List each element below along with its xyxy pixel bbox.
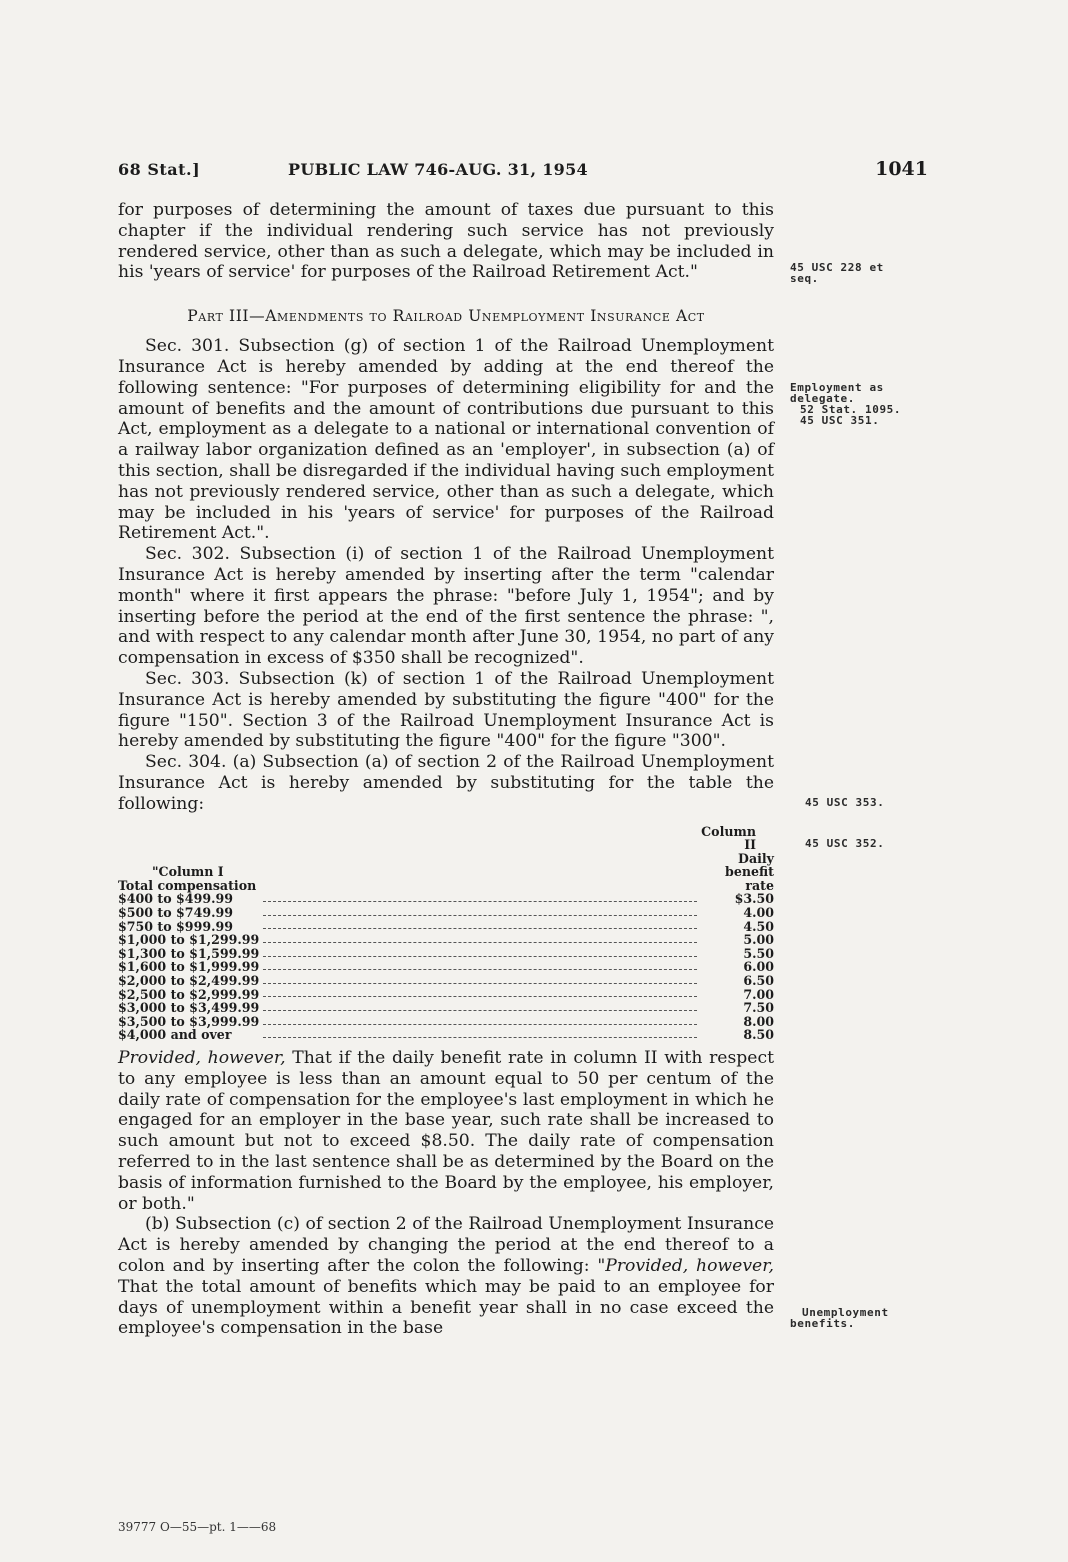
leader-dots <box>259 960 701 974</box>
total-compensation-cell: $400 to $499.99 <box>118 891 233 907</box>
daily-benefit-rate-cell: 5.50 <box>743 945 774 961</box>
leader-dots <box>259 974 701 988</box>
column-2-header <box>701 825 774 893</box>
total-compensation-cell: $1,300 to $1,599.99 <box>118 945 260 961</box>
margin-note-1-line-1: 45 USC 228 et <box>790 261 884 274</box>
leader-dots <box>259 988 701 1002</box>
leader-dots <box>259 1028 701 1042</box>
table-row <box>118 920 774 934</box>
column-2-title: Column II <box>701 823 756 853</box>
table-row <box>118 1001 774 1015</box>
section-304b <box>118 1214 774 1339</box>
total-compensation-cell: $4,000 and over <box>118 1027 232 1043</box>
margin-note-2 <box>790 382 901 426</box>
table-row <box>118 988 774 1002</box>
table-row <box>118 960 774 974</box>
print-code-footer: 39777 O—55—pt. 1——68 <box>118 1520 277 1534</box>
daily-benefit-rate-cell: 8.00 <box>743 1013 774 1029</box>
total-compensation-cell: $1,600 to $1,999.99 <box>118 959 260 975</box>
margin-note-2-line-1: Employment as <box>790 381 884 394</box>
page-number: 1041 <box>875 158 928 180</box>
section-304b-start: (b) Subsection (c) of section 2 of the Railroad Unemployment Insurance Act is hereby amended by changing the period at the end thereof to a colon and by inserting after the colon the following: " <box>118 1214 774 1276</box>
proviso-paragraph <box>118 1048 774 1214</box>
section-302: Sec. 302. Subsection (i) of section 1 of the Railroad Unemployment Insurance Act is hereby amended by inserting after the term "calendar month" where it first appears the phrase: "before July 1, 1954"; and by inserting before the period at the end of the first sentence the phrase: ", and with respect to any calendar month after June 30, 1954, no part of any compensation in excess of $350 shall be recognized". <box>118 544 774 669</box>
daily-benefit-rate-cell: 4.50 <box>743 918 774 934</box>
total-compensation-cell: $3,000 to $3,499.99 <box>118 1000 260 1016</box>
total-compensation-cell: $500 to $749.99 <box>118 905 233 921</box>
margin-note-1 <box>790 262 884 284</box>
leader-dots <box>259 892 701 906</box>
section-304b-italic: Provided, however, <box>605 1255 774 1276</box>
benefit-rate-table <box>118 825 774 1043</box>
margin-note-5 <box>790 1307 889 1329</box>
section-303: Sec. 303. Subsection (k) of section 1 of the Railroad Unemployment Insurance Act is hereby amended by substituting the figure "400" for the figure "150". Section 3 of the Railroad Unemployment Insurance Act is hereby amended by substituting the figure "400" for the figure "300". <box>118 668 774 752</box>
daily-benefit-rate-cell: $3.50 <box>734 891 774 907</box>
margin-note-3: 45 USC 353. <box>805 796 885 809</box>
table-row <box>118 974 774 988</box>
leader-dots <box>259 920 701 934</box>
leader-dots <box>259 947 701 961</box>
table-row <box>118 892 774 906</box>
margin-note-2-line-2: delegate. <box>790 392 856 405</box>
table-row <box>118 933 774 947</box>
column-1-subtitle: Total compensation <box>118 877 257 893</box>
table-row <box>118 906 774 920</box>
daily-benefit-rate-cell: 7.50 <box>743 1000 774 1016</box>
column-1-title: "Column I <box>152 864 224 880</box>
leader-dots <box>259 1015 701 1029</box>
daily-benefit-rate-cell: 4.00 <box>743 905 774 921</box>
proviso-text: That if the daily benefit rate in column II with respect to any employee is less than an amount equal to 50 per centum of the daily rate of compensation for the employee's last employment in which he engaged for an employer in the base year, such rate shall be increased to such amount but not to exceed $8.50. The daily rate of compensation referred to in the last sentence shall be as determined by the Board on the basis of information furnished to the Board by the employee, his employer, or both." <box>118 1048 774 1214</box>
proviso-lead: Provided, however, <box>118 1048 286 1069</box>
main-text <box>118 200 774 1339</box>
daily-benefit-rate-cell: 6.00 <box>743 959 774 975</box>
leader-dots <box>259 933 701 947</box>
table-row <box>118 1028 774 1042</box>
volume-reference: 68 Stat.] <box>118 160 201 179</box>
continued-paragraph: for purposes of determining the amount of taxes due pursuant to this chapter if the individual rendering such service has not previously rendered service, other than as such a delegate, which may be included in his 'years of service' for purposes of the Railroad Retirement Act." <box>118 200 774 283</box>
daily-benefit-rate-cell: 8.50 <box>743 1027 774 1043</box>
daily-benefit-rate-cell: 6.50 <box>743 973 774 989</box>
total-compensation-cell: $750 to $999.99 <box>118 918 233 934</box>
margin-note-5-line-2: benefits. <box>790 1317 856 1330</box>
leader-dots <box>259 906 701 920</box>
margin-note-4: 45 USC 352. <box>805 837 885 850</box>
daily-benefit-rate-cell: 7.00 <box>743 986 774 1002</box>
column-1-header <box>118 825 259 893</box>
running-header <box>118 160 928 186</box>
section-304b-end: That the total amount of benefits which may be paid to an employee for days of unemployment within a benefit year shall in no case exceed the employee's compensation in the base <box>118 1276 774 1339</box>
part-heading: Part III—Amendments to Railroad Unemployment Insurance Act <box>187 307 705 326</box>
section-301: Sec. 301. Subsection (g) of section 1 of the Railroad Unemployment Insurance Act is hereby amended by adding at the end thereof the following sentence: "For purposes of determining eligibility for and the amount of benefits and the amount of contributions due pursuant to this Act, employment as a delegate to a national or international convention of a railway labor organization defined as an 'employer', in subsection (a) of this section, shall be disregarded if the individual having such employment has not previously rendered service, other than as such a delegate, which may be included in his 'years of service' for purposes of the Railroad Retirement Act.". <box>118 336 774 544</box>
total-compensation-cell: $3,500 to $3,999.99 <box>118 1013 260 1029</box>
table-row <box>118 1015 774 1029</box>
law-title: PUBLIC LAW 746-AUG. 31, 1954 <box>288 160 588 179</box>
total-compensation-cell: $2,500 to $2,999.99 <box>118 986 260 1002</box>
margin-note-1-line-2: seq. <box>790 272 819 285</box>
margin-note-2-line-4: 45 USC 351. <box>800 414 880 427</box>
margin-note-2-line-3: 52 Stat. 1095. <box>800 403 902 416</box>
total-compensation-cell: $2,000 to $2,499.99 <box>118 973 260 989</box>
section-304a: Sec. 304. (a) Subsection (a) of section 2 of the Railroad Unemployment Insurance Act is hereby amended by substituting for the table the following: <box>118 752 774 814</box>
total-compensation-cell: $1,000 to $1,299.99 <box>118 932 260 948</box>
margin-note-5-line-1: Unemployment <box>802 1306 889 1319</box>
daily-benefit-rate-cell: 5.00 <box>743 932 774 948</box>
leader-dots <box>259 1001 701 1015</box>
column-2-subtitle: Daily benefit rate <box>725 850 774 893</box>
table-row <box>118 947 774 961</box>
